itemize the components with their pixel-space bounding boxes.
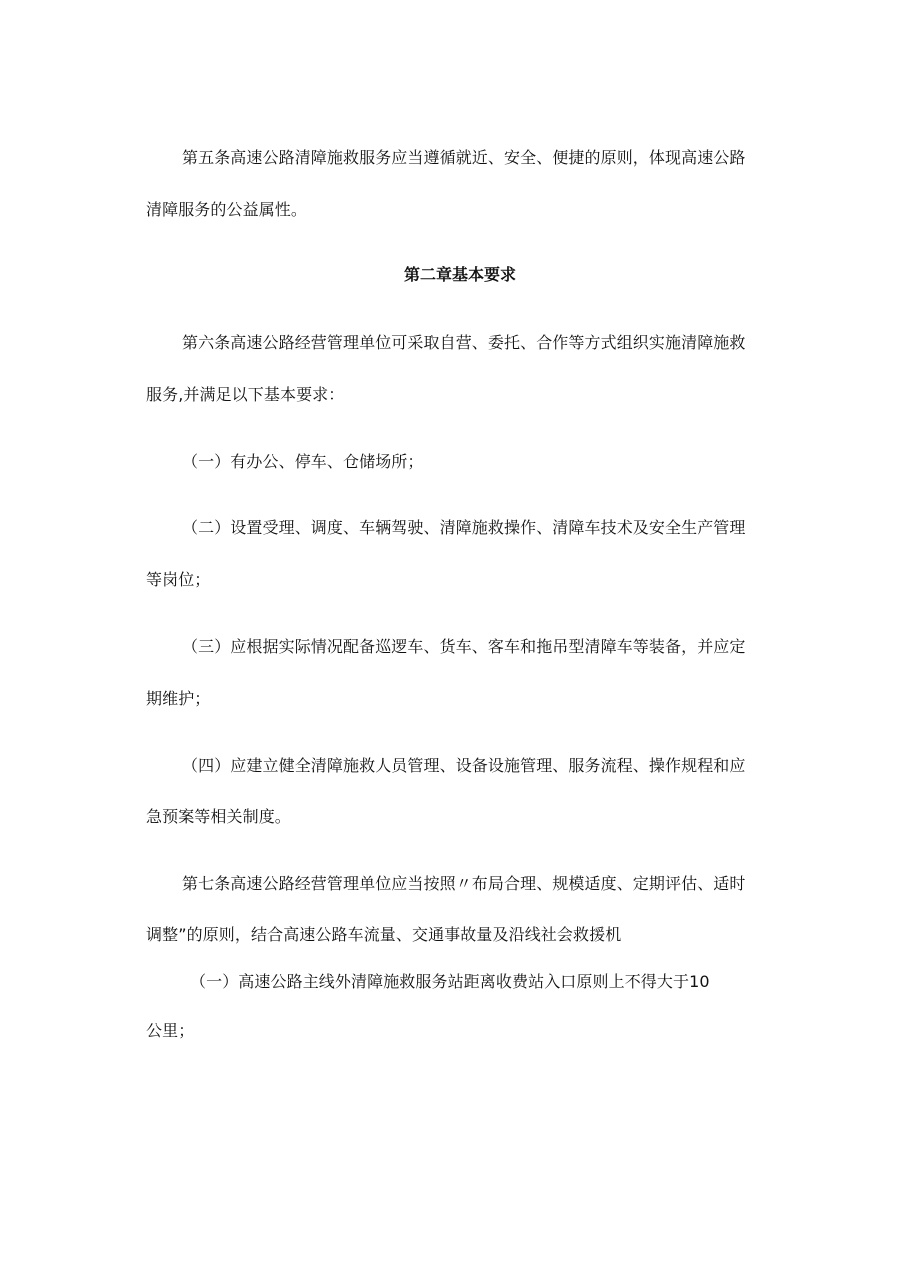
article-7-line-1: 第七条高速公路经营管理单位应当按照〃布局合理、规模适度、定期评估、适时 bbox=[182, 874, 746, 893]
item-4-line-2: 急预案等相关制度。 bbox=[146, 807, 291, 826]
article-5-line-1: 第五条高速公路清障施救服务应当遵循就近、安全、便捷的原则，体现高速公路 bbox=[182, 148, 746, 167]
article-5-line-2: 清障服务的公益属性。 bbox=[146, 200, 308, 219]
item-1-line-1: （一）有办公、停车、仓储场所； bbox=[182, 452, 424, 471]
sub-item-1-line-1: （一）高速公路主线外清障施救服务站距离收费站入口原则上不得大于10 bbox=[190, 972, 710, 991]
article-7-line-2: 调整”的原则，结合高速公路车流量、交通事故量及沿线社会救援机 bbox=[146, 925, 622, 944]
item-4-line-1: （四）应建立健全清障施救人员管理、设备设施管理、服务流程、操作规程和应 bbox=[182, 756, 746, 775]
item-3-line-2: 期维护； bbox=[146, 689, 211, 708]
item-2-line-2: 等岗位； bbox=[146, 570, 211, 589]
article-6-line-2: 服务,并满足以下基本要求： bbox=[146, 385, 345, 404]
article-6-line-1: 第六条高速公路经营管理单位可采取自营、委托、合作等方式组织实施清障施救 bbox=[182, 333, 746, 352]
sub-item-1-line-2: 公里； bbox=[146, 1021, 195, 1040]
item-2-line-1: （二）设置受理、调度、车辆驾驶、清障施救操作、清障车技术及安全生产管理 bbox=[182, 518, 746, 537]
item-3-line-1: （三）应根据实际情况配备巡逻车、货车、客车和拖吊型清障车等装备，并应定 bbox=[182, 637, 746, 656]
chapter-2-title: 第二章基本要求 bbox=[403, 265, 516, 284]
